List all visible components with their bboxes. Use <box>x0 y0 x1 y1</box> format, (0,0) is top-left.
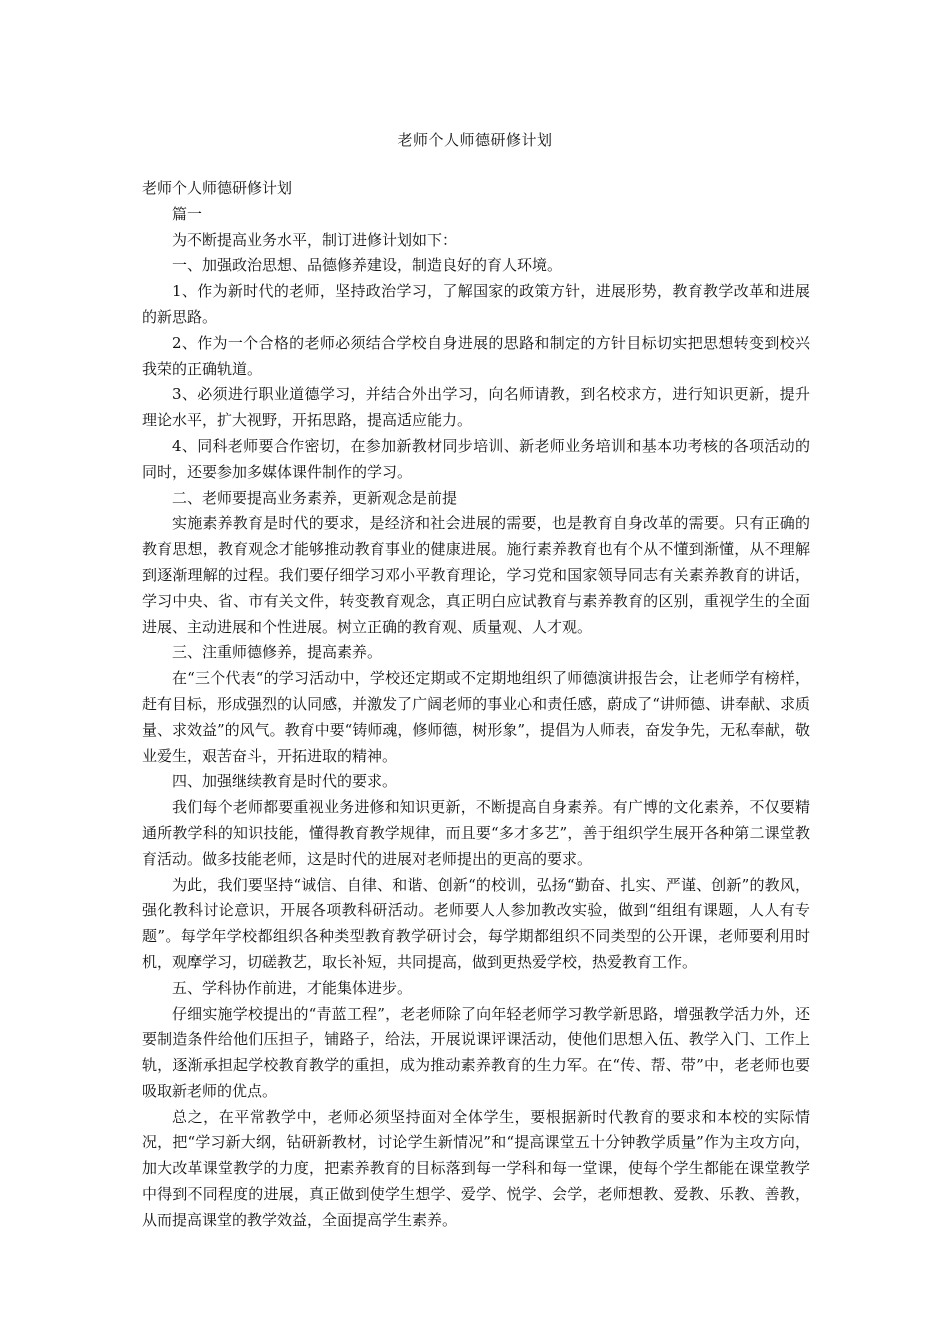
paragraph: 仔细实施学校提出的“青蓝工程”，老老师除了向年轻老师学习教学新思路，增强教学活力外，还要制造条件给他们压担子，铺路子，给法，开展说课评课活动，使他们思想入伍、教学入门、工作上轨，逐渐承担起学校教育教学的重担，成为推动素养教育的生力军。在“传、帮、带”中，老老师也要吸取新老师的优点。 <box>142 1004 810 1100</box>
section-heading-3: 三、注重师德修养，提高素养。 <box>172 643 383 662</box>
paragraph-section-label: 篇一 <box>172 204 203 223</box>
paragraph: 1、作为新时代的老师，坚持政治学习，了解国家的政策方针，进展形势，教育教学改革和进展的新思路。 <box>142 282 810 326</box>
paragraph: 我们每个老师都要重视业务进修和知识更新，不断提高自身素养。有广博的文化素养，不仅要精通所教学科的知识技能，懂得教育教学规律，而且要“多才多艺”，善于组织学生展开各种第二课堂教育活动。做多技能老师，这是时代的进展对老师提出的更高的要求。 <box>142 798 810 868</box>
paragraph: 为此，我们要坚持“诚信、自律、和谐、创新“的校训，弘扬“勤奋、扎实、严谨、创新”的教风，强化教科讨论意识，开展各项教科研活动。老师要人人参加教改实验，做到“组组有课题，人人有专题”。每学年学校都组织各种类型教育教学研讨会，每学期都组织不同类型的公开课，老师要利用时机，观摩学习，切磋教艺，取长补短，共同提高，做到更热爱学校，热爱教育工作。 <box>142 875 810 971</box>
section-heading-2: 二、老师要提高业务素养，更新观念是前提 <box>172 488 458 507</box>
paragraph: 2、作为一个合格的老师必须结合学校自身进展的思路和制定的方针目标切实把思想转变到校兴我荣的正确轨道。 <box>142 333 810 378</box>
paragraph: 实施素养教育是时代的要求，是经济和社会进展的需要，也是教育自身改革的需要。只有正确的教育思想，教育观念才能够推动教育事业的健康进展。施行素养教育也有个从不懂到渐懂，从不理解到逐渐理解的过程。我们要仔细学习邓小平教育理论，学习党和国家领导同志有关素养教育的讲话，学习中央、省、市有关文件，转变教育观念，真正明白应试教育与素养教育的区别，重视学生的全面进展、主动进展和个性进展。树立正确的教育观、质量观、人才观。 <box>142 514 810 636</box>
section-heading-5: 五、学科协作前进，才能集体进步。 <box>172 978 413 997</box>
section-heading-1: 一、加强政治思想、品德修养建设，制造良好的育人环境。 <box>172 256 563 275</box>
document-body <box>142 176 810 1234</box>
paragraph: 4、同科老师要合作密切，在参加新教材同步培训、新老师业务培训和基本功考核的各项活动的同时，还要参加多媒体课件制作的学习。 <box>142 436 810 481</box>
paragraph: 在“三个代表“的学习活动中，学校还定期或不定期地组织了师德演讲报告会，让老师学有榜样，赶有目标，形成强烈的认同感，并激发了广阔老师的事业心和责任感，蔚成了“讲师德、讲奉献、求质量、求效益”的风气。教育中要“铸师魂，修师德，树形象”，提倡为人师表，奋发争先，无私奉献，敬业爱生，艰苦奋斗，开拓进取的精神。 <box>142 669 811 765</box>
document-heading: 老师个人师德研修计划 <box>142 179 293 197</box>
section-heading-4: 四、加强继续教育是时代的要求。 <box>172 772 398 791</box>
paragraph-conclusion: 总之，在平常教学中，老师必须坚持面对全体学生，要根据新时代教育的要求和本校的实际情况，把“学习新大纲，钻研新教材，讨论学生新情况”和“提高课堂五十分钟教学质量”作为主攻方向，加大改革课堂教学的力度，把素养教育的目标落到每一学科和每一堂课，使每个学生都能在课堂教学中得到不同程度的进展，真正做到使学生想学、爱学、悦学、会学，老师想教、爱教、乐教、善教，从而提高课堂的教学效益，全面提高学生素养。 <box>142 1107 810 1229</box>
paragraph-intro: 为不断提高业务水平，制订进修计划如下： <box>172 230 458 249</box>
document-title: 老师个人师德研修计划 <box>397 131 553 149</box>
paragraph: 3、必须进行职业道德学习，并结合外出学习，向名师请教，到名校求方，进行知识更新，提升理论水平，扩大视野，开拓思路，提高适应能力。 <box>142 385 810 430</box>
